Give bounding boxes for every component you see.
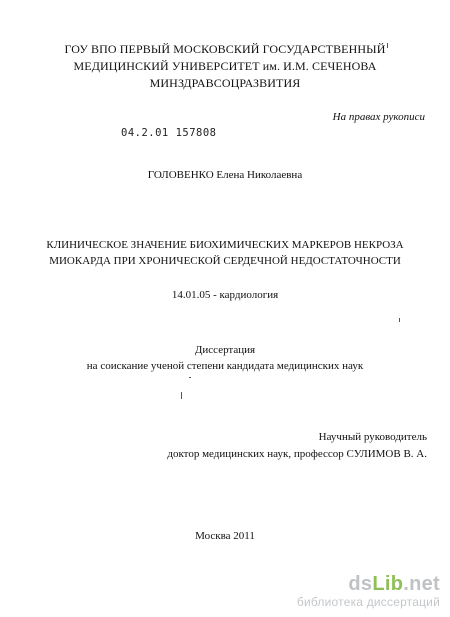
dslib-watermark [297, 573, 440, 609]
specialty-code: 14.01.05 - кардиология [171, 289, 279, 301]
institution-line-3: МИНЗДРАВСОЦРАЗВИТИЯ [149, 76, 301, 90]
dissertation-purpose: на соискание ученой степени кандидата медицинских наук [86, 360, 364, 372]
supervisor-name: доктор медицинских наук, профессор СУЛИМОВ В. А. [167, 448, 427, 460]
scan-mark [181, 392, 182, 399]
title-line-1: КЛИНИЧЕСКОЕ ЗНАЧЕНИЕ БИОХИМИЧЕСКИХ МАРКЕРОВ НЕКРОЗА [46, 239, 404, 251]
city-year: Москва 2011 [195, 530, 255, 542]
registration-stamp: 04.2.01 157808 [121, 127, 217, 139]
institution-line-1: ГОУ ВПО ПЕРВЫЙ МОСКОВСКИЙ ГОСУДАРСТВЕННЫЙ [64, 42, 386, 56]
title-line-2: МИОКАРДА ПРИ ХРОНИЧЕСКОЙ СЕРДЕЧНОЙ НЕДОСТАТОЧНОСТИ [49, 255, 401, 267]
dissertation-label: Диссертация [194, 344, 256, 356]
scan-mark [189, 377, 191, 378]
scan-mark [387, 43, 388, 48]
manuscript-rights-note: На правах рукописи [332, 111, 425, 123]
scan-mark [399, 318, 400, 322]
author-name: ГОЛОВЕНКО Елена Николаевна [147, 169, 303, 181]
dslib-logo: dsLib.net [348, 573, 440, 595]
dslib-subtitle: библиотека диссертаций [296, 595, 440, 609]
supervisor-role: Научный руководитель [318, 431, 427, 443]
institution-line-2: МЕДИЦИНСКИЙ УНИВЕРСИТЕТ им. И.М. СЕЧЕНОВА [73, 59, 377, 73]
